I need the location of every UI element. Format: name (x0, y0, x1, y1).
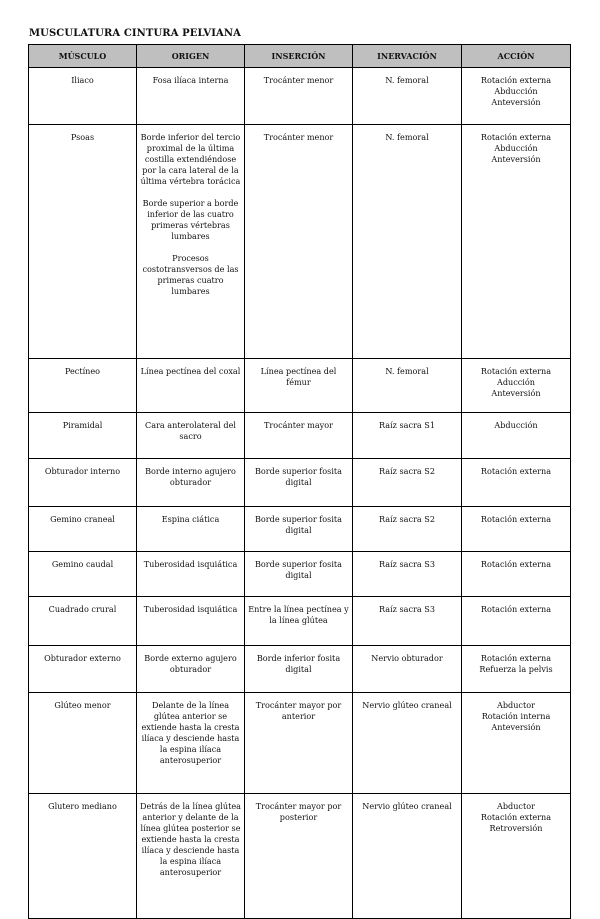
table-header-row (29, 45, 571, 68)
cell-accion (462, 68, 571, 125)
cell-inervacion: N. femoral (353, 359, 462, 413)
accion-item: Retroversión (489, 823, 543, 833)
accion-item: Abducción (494, 143, 538, 153)
cell-origen (137, 125, 245, 359)
cell-insercion: Línea pectínea del fémur (245, 359, 353, 413)
cell-insercion: Trocánter mayor (245, 413, 353, 459)
accion-item: Anteversión (491, 722, 541, 732)
cell-inervacion: Raíz sacra S2 (353, 459, 462, 507)
accion-item: Refuerza la pelvis (479, 664, 553, 674)
origen-paragraph: Tuberosidad isquiática (143, 559, 238, 569)
cell-origen (137, 359, 245, 413)
accion-item: Rotación externa (480, 653, 552, 663)
header-insercion: INSERCIÓN (245, 45, 353, 68)
cell-accion (462, 125, 571, 359)
cell-musculo: Pectíneo (29, 359, 137, 413)
cell-insercion: Borde superior fosita digital (245, 552, 353, 597)
cell-insercion: Entre la línea pectínea y la línea glútea (245, 597, 353, 646)
cell-accion (462, 646, 571, 693)
origen-paragraph: Fosa ilíaca interna (152, 75, 229, 85)
accion-item: Rotación externa (480, 366, 552, 376)
accion-item: Rotación externa (480, 132, 552, 142)
cell-origen (137, 597, 245, 646)
table-row (29, 597, 571, 646)
origen-paragraph: Borde inferior del tercio proximal de la última costilla extendiéndose por la cara lateral de la última vértebra torácica (140, 132, 241, 186)
origen-paragraph: Detrás de la línea glútea anterior y delante de la línea glútea posterior se extiende hasta la cresta ilíaca y desciende hasta la espina ilíaca anterosuperior (140, 801, 241, 877)
cell-musculo: Obturador externo (29, 646, 137, 693)
cell-insercion: Trocánter menor (245, 68, 353, 125)
cell-inervacion: Nervio glúteo craneal (353, 693, 462, 794)
accion-item: Rotación interna (481, 711, 551, 721)
cell-accion (462, 693, 571, 794)
origen-paragraph: Línea pectínea del coxal (140, 366, 241, 376)
cell-origen (137, 794, 245, 919)
cell-accion (462, 552, 571, 597)
cell-insercion: Borde superior fosita digital (245, 507, 353, 552)
accion-item: Rotación externa (480, 604, 552, 614)
origen-paragraph: Borde superior a borde inferior de las cuatro primeras vértebras lumbares (142, 198, 239, 241)
cell-musculo: Gemino craneal (29, 507, 137, 552)
cell-inervacion: Raíz sacra S1 (353, 413, 462, 459)
muscle-table (28, 44, 571, 919)
accion-item: Rotación externa (480, 812, 552, 822)
cell-origen (137, 693, 245, 794)
header-inervacion: INERVACIÓN (353, 45, 462, 68)
cell-origen (137, 459, 245, 507)
accion-item: Anteversión (491, 97, 541, 107)
accion-item: Abducción (494, 420, 538, 430)
cell-inervacion: Nervio obturador (353, 646, 462, 693)
cell-musculo: Iliaco (29, 68, 137, 125)
table-row (29, 507, 571, 552)
cell-origen (137, 413, 245, 459)
table-row (29, 552, 571, 597)
origen-paragraph: Cara anterolateral del sacro (145, 420, 236, 441)
accion-item: Rotación externa (480, 466, 552, 476)
cell-accion (462, 507, 571, 552)
cell-musculo: Glúteo menor (29, 693, 137, 794)
accion-item: Aducción (497, 377, 535, 387)
cell-musculo: Gemino caudal (29, 552, 137, 597)
cell-inervacion: Raíz sacra S2 (353, 507, 462, 552)
table-row (29, 646, 571, 693)
cell-inervacion: Raíz sacra S3 (353, 597, 462, 646)
cell-inervacion: Nervio glúteo craneal (353, 794, 462, 919)
accion-item: Anteversión (491, 388, 541, 398)
table-row (29, 794, 571, 919)
accion-item: Rotación externa (480, 514, 552, 524)
accion-item: Rotación externa (480, 559, 552, 569)
accion-item: Abductor (497, 801, 535, 811)
cell-inervacion: N. femoral (353, 68, 462, 125)
origen-paragraph: Procesos costotransversos de las primeras cuatro lumbares (142, 253, 239, 296)
cell-origen (137, 507, 245, 552)
cell-musculo: Psoas (29, 125, 137, 359)
cell-origen (137, 646, 245, 693)
cell-insercion: Trocánter mayor por posterior (245, 794, 353, 919)
accion-item: Abductor (497, 700, 535, 710)
cell-accion (462, 459, 571, 507)
accion-item: Anteversión (491, 154, 541, 164)
cell-accion (462, 597, 571, 646)
cell-insercion: Trocánter mayor por anterior (245, 693, 353, 794)
table-row (29, 125, 571, 359)
origen-paragraph: Borde interno agujero obturador (145, 466, 236, 487)
cell-origen (137, 68, 245, 125)
header-accion: ACCIÓN (462, 45, 571, 68)
cell-inervacion: Raíz sacra S3 (353, 552, 462, 597)
table-row (29, 459, 571, 507)
origen-paragraph: Borde externo agujero obturador (144, 653, 237, 674)
table-row (29, 68, 571, 125)
page-title: MUSCULATURA CINTURA PELVIANA (29, 28, 242, 39)
header-origen: ORIGEN (137, 45, 245, 68)
origen-paragraph: Espina ciática (161, 514, 220, 524)
cell-insercion: Trocánter menor (245, 125, 353, 359)
cell-accion (462, 794, 571, 919)
cell-insercion: Borde inferior fosita digital (245, 646, 353, 693)
cell-accion (462, 413, 571, 459)
table-row (29, 693, 571, 794)
accion-item: Rotación externa (480, 75, 552, 85)
header-musculo: MÚSCULO (29, 45, 137, 68)
cell-musculo: Piramidal (29, 413, 137, 459)
accion-item: Abducción (494, 86, 538, 96)
table-row (29, 359, 571, 413)
origen-paragraph: Tuberosidad isquiática (143, 604, 238, 614)
table-row (29, 413, 571, 459)
cell-inervacion: N. femoral (353, 125, 462, 359)
cell-accion (462, 359, 571, 413)
cell-musculo: Cuadrado crural (29, 597, 137, 646)
origen-paragraph: Delante de la línea glútea anterior se extiende hasta la cresta ilíaca y desciende hasta la espina ilíaca anterosuperior (141, 700, 240, 765)
cell-musculo: Obturador interno (29, 459, 137, 507)
cell-insercion: Borde superior fosita digital (245, 459, 353, 507)
cell-origen (137, 552, 245, 597)
table-body (29, 68, 571, 919)
cell-musculo: Glutero mediano (29, 794, 137, 919)
